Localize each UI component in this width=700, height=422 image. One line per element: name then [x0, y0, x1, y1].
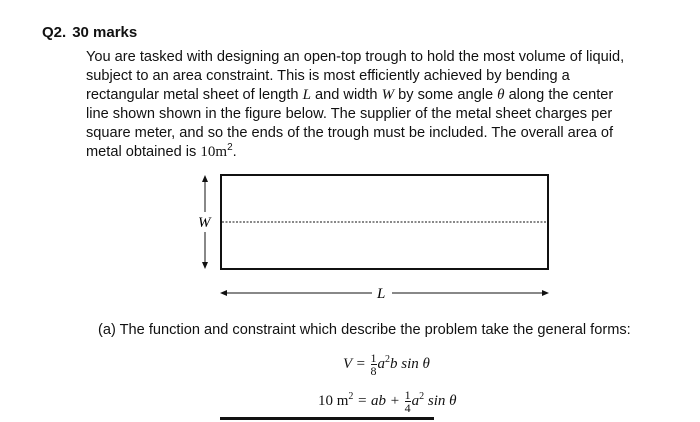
length-label: L	[377, 286, 386, 302]
symbol-W: W	[381, 87, 395, 103]
part-a	[98, 322, 631, 338]
width-arrowhead-down	[202, 262, 208, 269]
eq2-lhs: 10 m	[318, 392, 349, 409]
para-line-3c: by some angle	[398, 87, 494, 103]
part-a-label: (a)	[98, 322, 116, 338]
eq1-fraction: $\frac{1}{8}$	[370, 351, 377, 378]
eq2-exp: 2	[419, 390, 425, 402]
area-value: 10	[200, 144, 216, 160]
para-line-3b: and width	[315, 87, 378, 103]
para-line-2: subject to an area constraint. This is most efficiently achieved by bending a	[86, 68, 570, 84]
area-exponent: 2	[227, 142, 233, 154]
para-line-5: square meter, and so the ends of the trough must be included. The overall area of	[86, 125, 614, 141]
eq1-lhs: V =	[343, 355, 366, 372]
eq1-a: a	[377, 355, 386, 372]
width-arrowhead-up	[202, 175, 208, 182]
eq2-lhs-exp: 2	[348, 390, 354, 402]
length-arrowhead-right	[542, 290, 549, 296]
symbol-L: L	[302, 87, 311, 103]
area-unit: m	[215, 144, 228, 160]
symbol-theta: θ	[497, 87, 505, 103]
question-marks: 30 marks	[72, 24, 138, 41]
para-line-6: metal obtained is	[86, 144, 197, 160]
width-label: W	[198, 215, 211, 231]
para-line-3d: along the center	[508, 87, 614, 103]
question-number: Q2.	[42, 24, 67, 41]
eq2-rest: sin θ	[427, 392, 457, 409]
eq2-fraction: $\frac{1}{4}$	[404, 388, 411, 415]
para-line-3a: rectangular metal sheet of length	[86, 87, 299, 103]
para-line-4: line shown shown in the figure below. The supplier of the metal sheet charges per	[86, 106, 613, 122]
eq2-mid: = ab +	[357, 392, 400, 409]
area-constraint-equation	[318, 389, 457, 414]
eq2-a: a	[411, 392, 420, 409]
para-line-1: You are tasked with designing an open-top trough to hold the most volume of liquid,	[86, 49, 625, 65]
page-bottom-rule	[220, 417, 434, 420]
area-period: .	[232, 144, 237, 160]
eq1-exp: 2	[385, 353, 391, 365]
eq1-rest: b sin θ	[390, 355, 430, 372]
part-a-text: The function and constraint which describe the problem take the general forms:	[119, 322, 631, 338]
volume-equation	[343, 352, 430, 377]
length-arrowhead-left	[220, 290, 227, 296]
